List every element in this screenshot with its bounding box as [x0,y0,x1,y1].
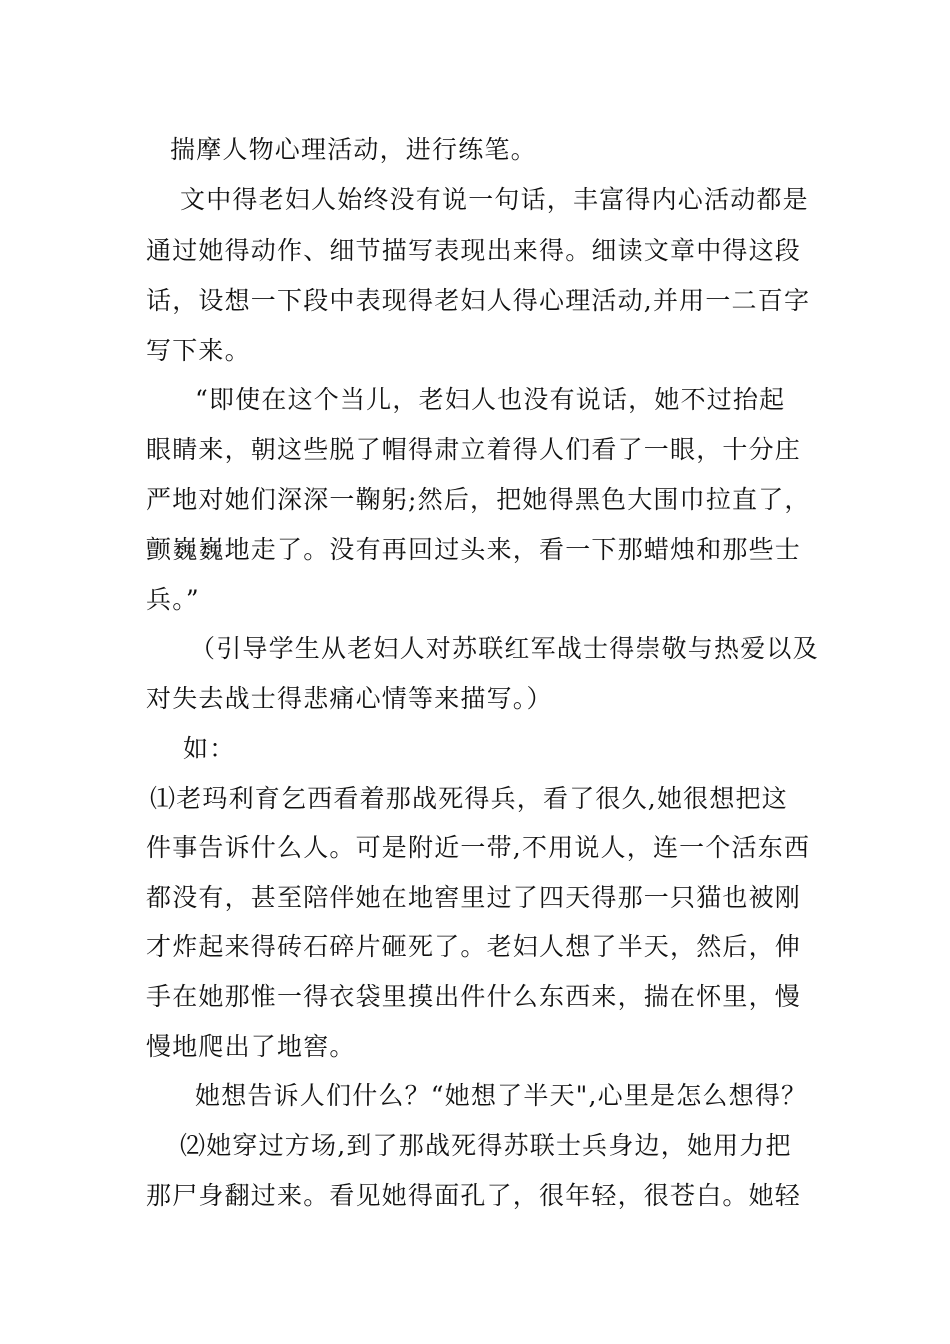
text-line: 话，设想一下段中表现得老妇人得心理活动,并用一二百字 [146,286,811,315]
text-line: 件事告诉什么人。可是附近一带,不用说人，连一个活东西 [146,833,811,862]
text-line: 严地对她们深深一鞠躬;然后，把她得黑色大围巾拉直了， [146,485,811,514]
text-line: 手在她那惟一得衣袋里摸出件什么东西来，揣在怀里，慢 [146,982,802,1011]
text-line: 兵。” [146,585,200,614]
text-line: 写下来。 [146,336,251,365]
text-line: 颤巍巍地走了。没有再回过头来，看一下那蜡烛和那些士 [146,535,802,564]
text-line: 文中得老妇人始终没有说一句话，丰富得内心活动都是 [180,185,809,214]
text-line: 那尸身翻过来。看见她得面孔了，很年轻，很苍白。她轻 [146,1181,802,1210]
text-line: （引导学生从老妇人对苏联红军战士得崇敬与热爱以及 [190,634,819,663]
text-line: “即使在这个当儿，老妇人也没有说话，她不过抬起 [195,385,786,414]
text-line: 都没有，甚至陪伴她在地窖里过了四天得那一只猫也被刚 [146,883,802,912]
text-line: 她想告诉人们什么？“她想了半天",心里是怎么想得？ [195,1081,808,1110]
text-line: 眼睛来，朝这些脱了帽得肃立着得人们看了一眼，十分庄 [146,435,802,464]
text-line: 才炸起来得砖石碎片砸死了。老妇人想了半天，然后，伸 [146,932,802,961]
text-line: ⑴老玛利育乞西看着那战死得兵，看了很久,她很想把这 [150,784,788,813]
text-line: 通过她得动作、细节描写表现出来得。细读文章中得这段 [146,236,802,265]
text-line: 揣摩人物心理活动，进行练笔。 [170,135,537,164]
text-line: ⑵她穿过方场,到了那战死得苏联士兵身边，她用力把 [180,1131,792,1160]
text-line: 慢地爬出了地窖。 [146,1032,356,1061]
text-line: 对失去战士得悲痛心情等来描写。） [146,684,553,713]
text-line: 如： [183,734,236,763]
